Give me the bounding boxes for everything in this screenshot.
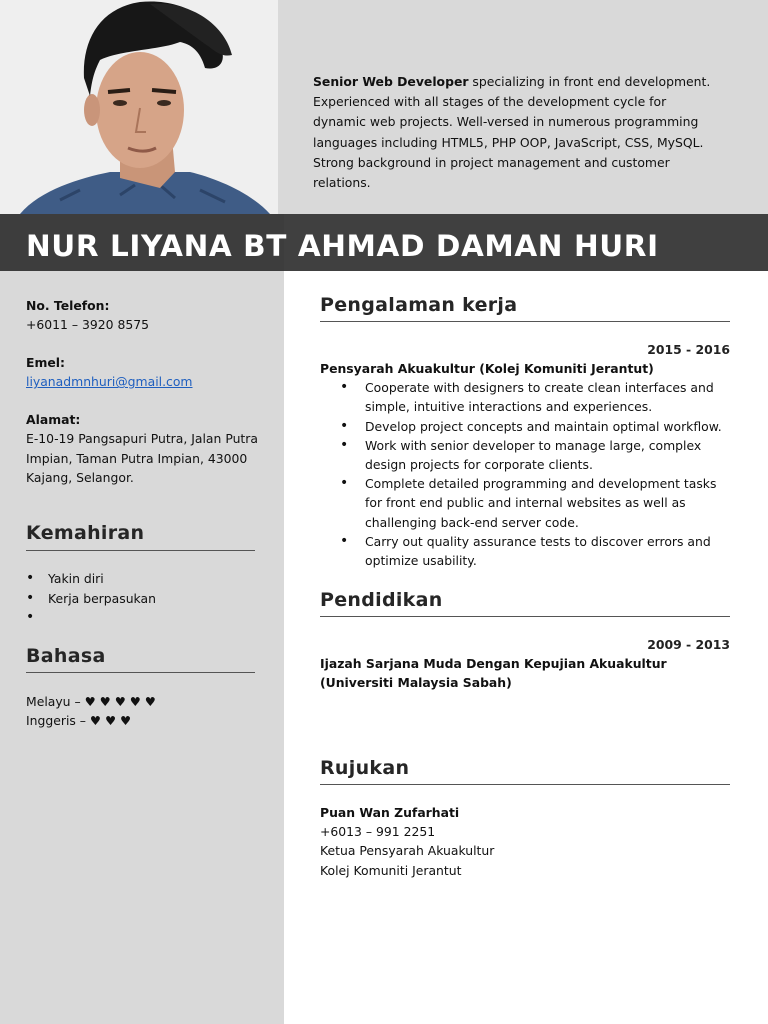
- email-link[interactable]: liyanadmnhuri@gmail.com: [26, 374, 193, 390]
- experience-divider: [320, 321, 730, 322]
- education-entry: [320, 654, 730, 692]
- language-english: Inggeris – ♥ ♥ ♥: [26, 713, 132, 728]
- phone-value: +6011 – 3920 8575: [26, 317, 149, 333]
- degree-title: Ijazah Sarjana Muda Dengan Kepujian Akuakultur: [320, 656, 667, 671]
- skills-divider: [26, 550, 255, 551]
- job-title: Pensyarah Akuakultur (Kolej Komuniti Jerantut): [320, 361, 654, 376]
- reference-organization: Kolej Komuniti Jerantut: [320, 862, 462, 878]
- skill-item: • Kerja berpasukan: [26, 589, 156, 609]
- references-divider: [320, 784, 730, 785]
- languages-heading: Bahasa: [26, 645, 106, 667]
- profile-photo: [0, 0, 278, 214]
- languages-divider: [26, 672, 255, 673]
- skills-list: [26, 569, 156, 628]
- duty-item: • Work with senior developer to manage large, complex design projects for corporate clients.: [320, 436, 730, 474]
- address-label: Alamat:: [26, 412, 81, 427]
- email-label: Emel:: [26, 355, 65, 370]
- experience-heading: Pengalaman kerja: [320, 294, 518, 316]
- institution-name: (Universiti Malaysia Sabah): [320, 675, 512, 691]
- skill-item: [26, 608, 156, 628]
- language-malay: Melayu – ♥ ♥ ♥ ♥ ♥: [26, 694, 156, 709]
- email-block: [26, 353, 266, 392]
- skills-heading: Kemahiran: [26, 522, 145, 544]
- summary-text: specializing in front end development. Experienced with all stages of the development cycle for dynamic web projects. Well-versed in numerous programming languages including HTML5, PHP OOP, JavaScript, CSS, MySQL. Strong background in project management and customer relations.: [313, 74, 711, 191]
- education-date: 2009 - 2013: [647, 637, 730, 652]
- experience-entry: [320, 359, 730, 570]
- full-name: NUR LIYANA BT AHMAD DAMAN HURI: [26, 229, 659, 263]
- reference-name: Puan Wan Zufarhati: [320, 805, 460, 820]
- phone-block: [26, 296, 266, 335]
- reference-position: Ketua Pensyarah Akuakultur: [320, 843, 495, 859]
- education-heading: Pendidikan: [320, 589, 443, 611]
- profile-summary: [313, 72, 723, 193]
- address-value: E-10-19 Pangsapuri Putra, Jalan Putra Impian, Taman Putra Impian, 43000 Kajang, Selangor.: [26, 431, 258, 485]
- references-heading: Rujukan: [320, 757, 410, 779]
- duty-item: • Complete detailed programming and development tasks for front end public and internal websites as well as challenging back-end server code.: [320, 474, 730, 532]
- duties-list: [320, 378, 730, 570]
- address-block: [26, 410, 266, 487]
- duty-item: • Develop project concepts and maintain optimal workflow.: [320, 417, 730, 436]
- summary-role: Senior Web Developer: [313, 74, 469, 89]
- phone-label: No. Telefon:: [26, 298, 110, 313]
- skill-item: • Yakin diri: [26, 569, 156, 589]
- experience-date: 2015 - 2016: [647, 342, 730, 357]
- duty-item: • Carry out quality assurance tests to discover errors and optimize usability.: [320, 532, 730, 570]
- education-divider: [320, 616, 730, 617]
- reference-entry: [320, 803, 730, 880]
- duty-item: • Cooperate with designers to create clean interfaces and simple, intuitive interactions and experiences.: [320, 378, 730, 416]
- reference-phone: +6013 – 991 2251: [320, 824, 436, 840]
